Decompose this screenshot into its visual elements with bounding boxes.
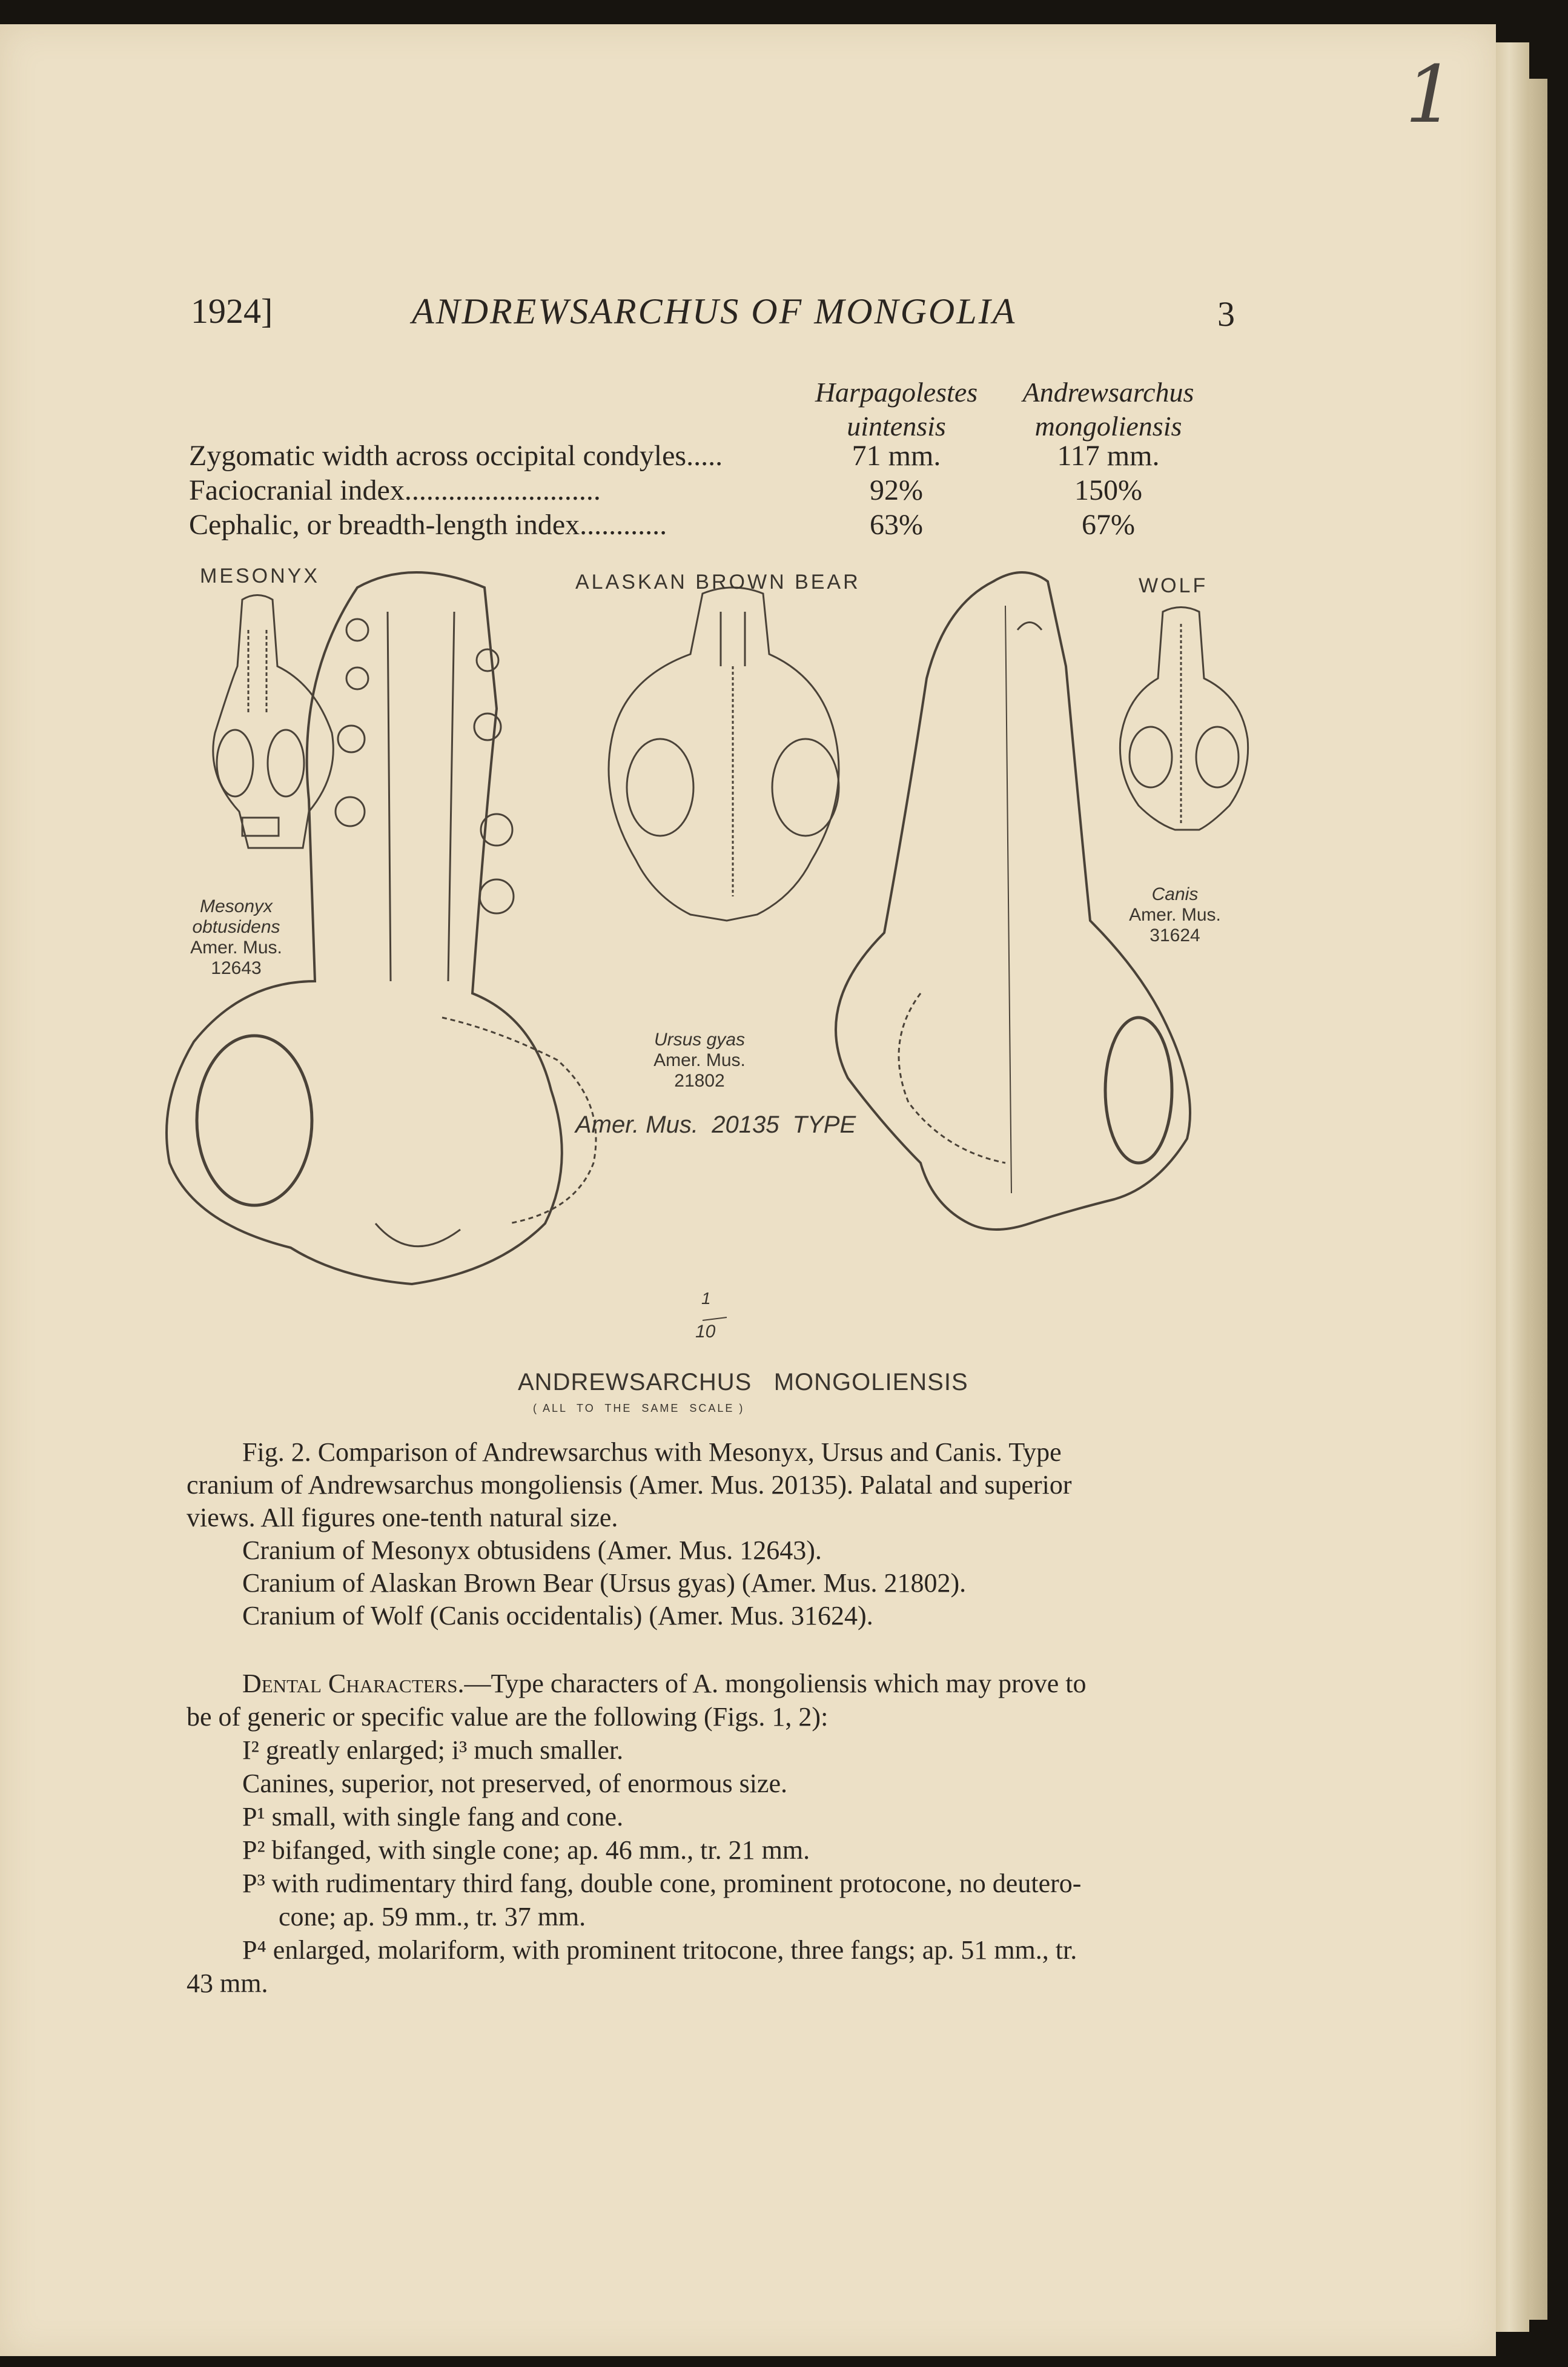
- caption-line: Cranium of Mesonyx obtusidens (Amer. Mus. 12643).: [242, 1535, 822, 1565]
- bear-label: ALASKAN BROWN BEAR: [575, 571, 861, 594]
- section-heading: Dental Characters.: [242, 1669, 465, 1698]
- table-row-label: Zygomatic width across occipital condyles.....: [189, 440, 723, 472]
- caption-line: Fig. 2. Comparison of Andrewsarchus with Mesonyx, Ursus and Canis. Type: [242, 1437, 1062, 1467]
- column-header-andrewsarchus: Andrewsarchus mongoliensis: [1022, 377, 1194, 442]
- column-header-harpagolestes: Harpagolestes uintensis: [815, 377, 978, 442]
- table-cell: 150%: [1074, 474, 1142, 506]
- table-cell: 71 mm.: [852, 440, 941, 472]
- list-item: P¹ small, with single fang and cone.: [242, 1802, 624, 1832]
- mesonyx-species-label: Mesonyx obtusidens Amer. Mus. 12643: [190, 896, 282, 978]
- scale-denominator: 10: [695, 1322, 716, 1342]
- page-number: 3: [1217, 294, 1235, 334]
- paragraph-lead: Dental Characters.—Type characters of A. mongoliensis which may prove to: [242, 1669, 1087, 1698]
- list-item-continuation: 43 mm.: [187, 1968, 268, 1998]
- header-year: 1924]: [191, 291, 273, 331]
- caption-line: Cranium of Alaskan Brown Bear (Ursus gyas) (Amer. Mus. 21802).: [242, 1568, 967, 1598]
- list-item: P² bifanged, with single cone; ap. 46 mm., tr. 21 mm.: [242, 1835, 810, 1865]
- caption-line: cranium of Andrewsarchus mongoliensis (Amer. Mus. 20135). Palatal and superior: [187, 1470, 1072, 1500]
- scale-numerator: 1: [701, 1289, 711, 1308]
- scale-fraction-bar: [703, 1317, 727, 1320]
- figure-main-title: ANDREWSARCHUS MONGOLIENSIS: [518, 1369, 968, 1395]
- table-row-label: Cephalic, or breadth-length index............: [189, 509, 667, 541]
- list-item-continuation: cone; ap. 59 mm., tr. 37 mm.: [279, 1902, 586, 1932]
- header-title: ANDREWSARCHUS OF MONGOLIA: [412, 291, 1017, 331]
- list-item: Canines, superior, not preserved, of enormous size.: [242, 1769, 788, 1798]
- table-cell: 67%: [1082, 509, 1135, 541]
- wolf-skull-drawing: [1120, 607, 1248, 830]
- wolf-species-label: Canis Amer. Mus. 31624: [1129, 884, 1221, 945]
- page-edge: [1496, 42, 1529, 2332]
- list-item: P⁴ enlarged, molariform, with prominent tritocone, three fangs; ap. 51 mm., tr.: [242, 1935, 1077, 1965]
- mesonyx-skull-drawing: [213, 595, 334, 849]
- bear-species-label: Ursus gyas Amer. Mus. 21802: [653, 1030, 746, 1091]
- wolf-label: WOLF: [1139, 574, 1208, 597]
- type-specimen-label: Amer. Mus. 20135 TYPE: [575, 1111, 856, 1138]
- list-item: P³ with rudimentary third fang, double cone, prominent protocone, no deutero-: [242, 1869, 1082, 1898]
- table-row-label: Faciocranial index...........................: [189, 474, 601, 506]
- table-cell: 63%: [870, 509, 923, 541]
- pencil-page-mark: 1: [1405, 48, 1455, 141]
- table-cell: 117 mm.: [1057, 440, 1160, 472]
- caption-line: Cranium of Wolf (Canis occidentalis) (Amer. Mus. 31624).: [242, 1601, 873, 1630]
- list-item: I² greatly enlarged; i³ much smaller.: [242, 1735, 624, 1765]
- bear-skull-drawing: [609, 588, 839, 921]
- paragraph-line: be of generic or specific value are the following (Figs. 1, 2):: [187, 1702, 829, 1732]
- table-cell: 92%: [870, 474, 923, 506]
- figure-skull-comparison: [157, 557, 1260, 1429]
- scale-note: ( ALL TO THE SAME SCALE ): [533, 1402, 745, 1414]
- caption-line: views. All figures one-tenth natural size.: [187, 1503, 618, 1532]
- page-edge-back: [1529, 79, 1547, 2320]
- mesonyx-label: MESONYX: [200, 564, 320, 588]
